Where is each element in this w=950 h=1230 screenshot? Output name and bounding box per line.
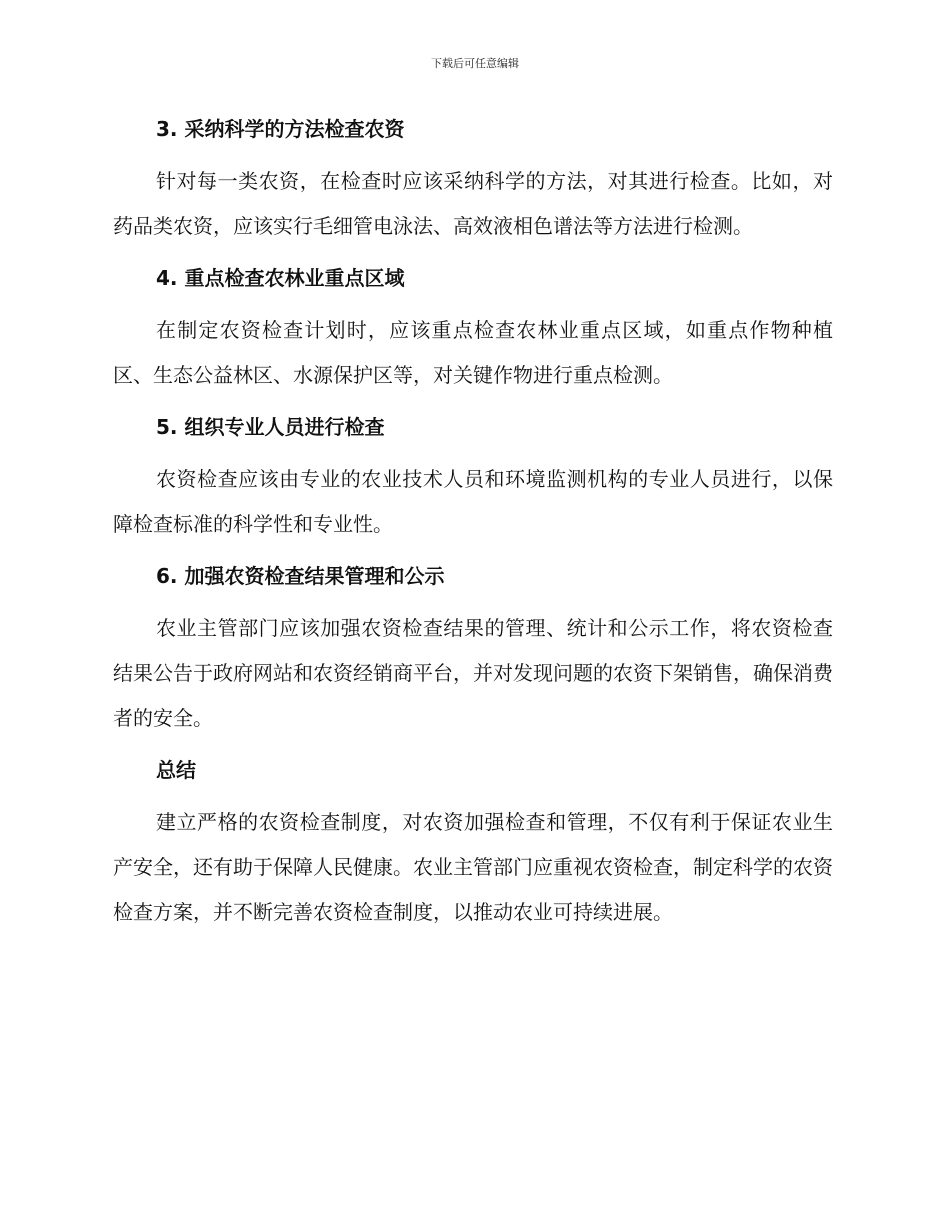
section-paragraph-5: 农资检查应该由专业的农业技术人员和环境监测机构的专业人员进行，以保障检查标准的科学性和专业性。 <box>113 467 833 536</box>
section-paragraph-6: 农业主管部门应该加强农资检查结果的管理、统计和公示工作，将农资检查结果公告于政府网站和农资经销商平台，并对发现问题的农资下架销售，确保消费者的安全。 <box>113 616 833 730</box>
section-paragraph-4: 在制定农资检查计划时，应该重点检查农林业重点区域，如重点作物种植区、生态公益林区、水源保护区等，对关键作物进行重点检测。 <box>113 318 833 387</box>
page-header: 下载后可任意编辑 <box>431 57 519 70</box>
summary-paragraph: 建立严格的农资检查制度，对农资加强检查和管理，不仅有利于保证农业生产安全，还有助于保障人民健康。农业主管部门应重视农资检查，制定科学的农资检查方案，并不断完善农资检查制度，以推动农业可持续进展。 <box>113 810 833 924</box>
section-heading-3: 3. 采纳科学的方法检查农资 <box>156 117 405 141</box>
section-heading-4: 4. 重点检查农林业重点区域 <box>156 266 405 290</box>
summary-heading: 总结 <box>156 758 196 782</box>
document-body <box>113 110 833 935</box>
section-heading-5: 5. 组织专业人员进行检查 <box>156 415 385 439</box>
section-paragraph-3: 针对每一类农资，在检查时应该采纳科学的方法，对其进行检查。比如，对药品类农资，应该实行毛细管电泳法、高效液相色谱法等方法进行检测。 <box>113 169 833 238</box>
section-heading-6: 6. 加强农资检查结果管理和公示 <box>156 564 445 588</box>
